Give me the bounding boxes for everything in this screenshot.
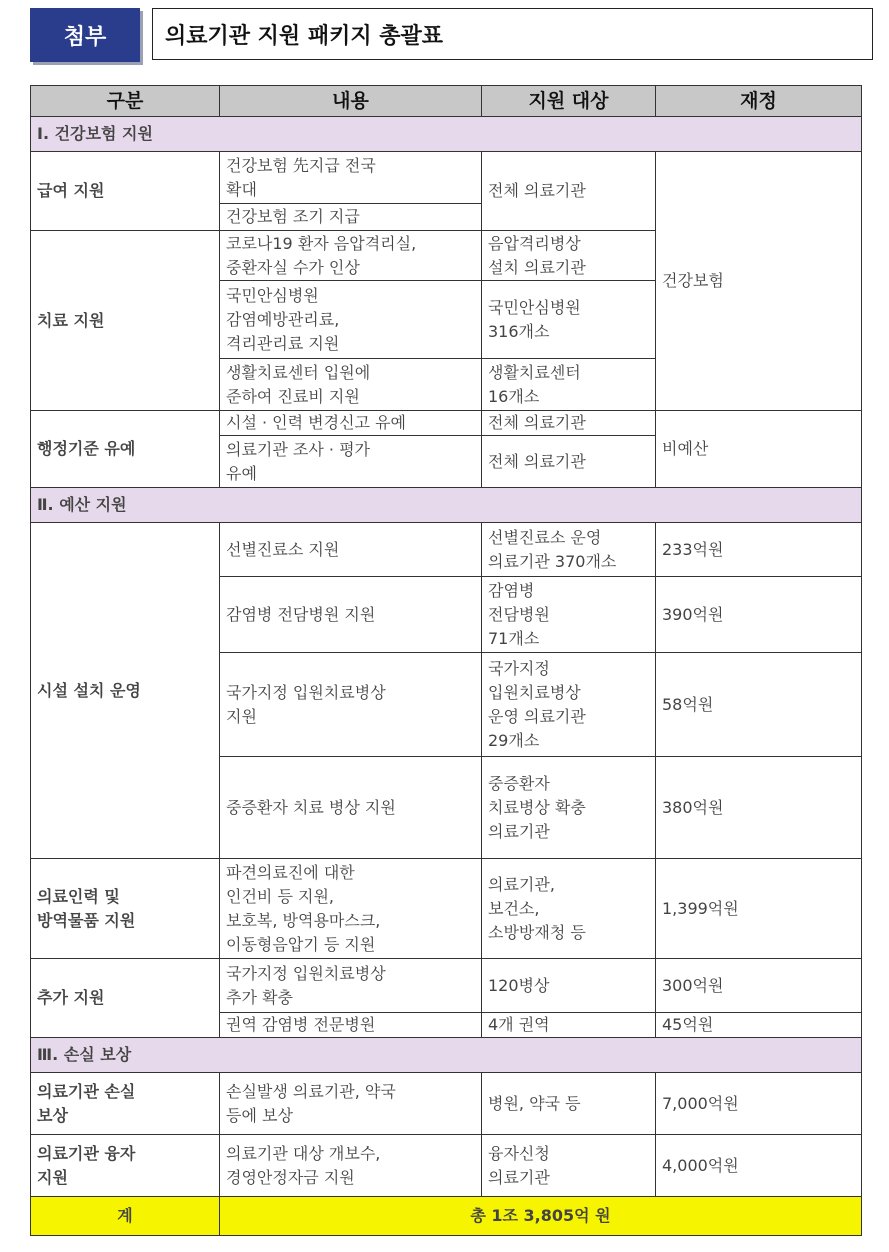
- category-cell: 시설 설치 운영: [31, 523, 220, 859]
- content-cell: 국가지정 입원치료병상 지원: [220, 653, 482, 757]
- section-title: Ⅱ. 예산 지원: [31, 488, 862, 523]
- target-cell: 전체 의료기관: [482, 152, 656, 231]
- finance-cell: 380억원: [656, 757, 862, 859]
- content-cell: 중증환자 치료 병상 지원: [220, 757, 482, 859]
- target-cell: 국가지정 입원치료병상 운영 의료기관 29개소: [482, 653, 656, 757]
- category-cell: 의료인력 및 방역물품 지원: [31, 859, 220, 959]
- section-row: [31, 488, 862, 523]
- category-cell: 행정기준 유예: [31, 411, 220, 488]
- target-cell: 생활치료센터 16개소: [482, 359, 656, 411]
- finance-cell: 390억원: [656, 577, 862, 653]
- attachment-header: [30, 8, 875, 62]
- col-header-content: 내용: [220, 86, 482, 117]
- content-cell: 건강보험 先지급 전국 확대: [220, 152, 482, 204]
- table-row: [31, 1135, 862, 1197]
- target-cell: 전체 의료기관: [482, 411, 656, 436]
- finance-cell: 4,000억원: [656, 1135, 862, 1197]
- document-title: 의료기관 지원 패키지 총괄표: [152, 8, 873, 60]
- content-cell: 국가지정 입원치료병상 추가 확충: [220, 959, 482, 1013]
- table-row: [31, 152, 862, 204]
- finance-cell: 300억원: [656, 959, 862, 1013]
- content-cell: 파견의료진에 대한 인건비 등 지원, 보호복, 방역용마스크, 이동형음압기 등 지원: [220, 859, 482, 959]
- attachment-badge: 첨부: [30, 8, 140, 62]
- finance-cell: 비예산: [656, 411, 862, 488]
- col-header-category: 구분: [31, 86, 220, 117]
- content-cell: 시설 · 인력 변경신고 유예: [220, 411, 482, 436]
- table-header-row: [31, 86, 862, 117]
- content-cell: 선별진료소 지원: [220, 523, 482, 577]
- table-row: [31, 859, 862, 959]
- category-cell: 의료기관 융자 지원: [31, 1135, 220, 1197]
- target-cell: 음압격리병상 설치 의료기관: [482, 231, 656, 281]
- category-cell: 추가 지원: [31, 959, 220, 1038]
- target-cell: 국민안심병원 316개소: [482, 281, 656, 359]
- finance-cell: 1,399억원: [656, 859, 862, 959]
- category-cell: 의료기관 손실 보상: [31, 1073, 220, 1135]
- section-row: [31, 1038, 862, 1073]
- content-cell: 손실발생 의료기관, 약국 등에 보상: [220, 1073, 482, 1135]
- content-cell: 생활치료센터 입원에 준하여 진료비 지원: [220, 359, 482, 411]
- col-header-finance: 재정: [656, 86, 862, 117]
- target-cell: 병원, 약국 등: [482, 1073, 656, 1135]
- section-row: [31, 117, 862, 152]
- content-cell: 코로나19 환자 음압격리실, 중환자실 수가 인상: [220, 231, 482, 281]
- total-label: 계: [31, 1197, 220, 1236]
- content-cell: 감염병 전담병원 지원: [220, 577, 482, 653]
- table-row: [31, 523, 862, 577]
- support-package-table: [30, 85, 862, 1236]
- target-cell: 중증환자 치료병상 확충 의료기관: [482, 757, 656, 859]
- content-cell: 국민안심병원 감염예방관리료, 격리관리료 지원: [220, 281, 482, 359]
- target-cell: 4개 권역: [482, 1013, 656, 1038]
- content-cell: 의료기관 대상 개보수, 경영안정자금 지원: [220, 1135, 482, 1197]
- category-cell: 치료 지원: [31, 231, 220, 411]
- section-title: Ⅲ. 손실 보상: [31, 1038, 862, 1073]
- content-cell: 건강보험 조기 지급: [220, 204, 482, 231]
- finance-cell: 건강보험: [656, 152, 862, 411]
- finance-cell: 233억원: [656, 523, 862, 577]
- target-cell: 전체 의료기관: [482, 436, 656, 488]
- target-cell: 120병상: [482, 959, 656, 1013]
- target-cell: 감염병 전담병원 71개소: [482, 577, 656, 653]
- finance-cell: 7,000억원: [656, 1073, 862, 1135]
- section-title: Ⅰ. 건강보험 지원: [31, 117, 862, 152]
- total-row: [31, 1197, 862, 1236]
- target-cell: 선별진료소 운영 의료기관 370개소: [482, 523, 656, 577]
- col-header-target: 지원 대상: [482, 86, 656, 117]
- table-row: [31, 959, 862, 1013]
- content-cell: 의료기관 조사 · 평가 유예: [220, 436, 482, 488]
- target-cell: 의료기관, 보건소, 소방방재청 등: [482, 859, 656, 959]
- content-cell: 권역 감염병 전문병원: [220, 1013, 482, 1038]
- target-cell: 융자신청 의료기관: [482, 1135, 656, 1197]
- finance-cell: 45억원: [656, 1013, 862, 1038]
- table-row: [31, 1073, 862, 1135]
- table-row: [31, 411, 862, 436]
- total-value: 총 1조 3,805억 원: [220, 1197, 862, 1236]
- finance-cell: 58억원: [656, 653, 862, 757]
- category-cell: 급여 지원: [31, 152, 220, 231]
